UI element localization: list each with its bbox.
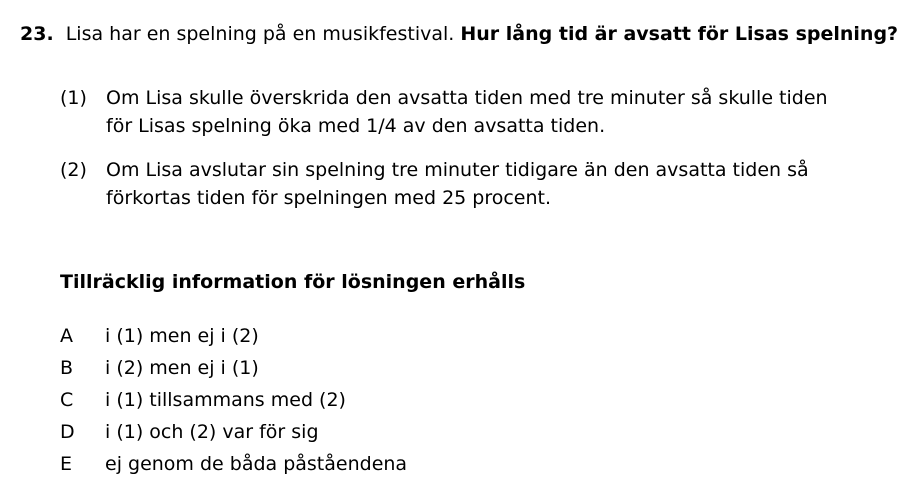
option-e[interactable] [60,450,760,482]
option-a-text: i (1) men ej i (2) [105,325,259,347]
option-c[interactable] [60,386,760,418]
statement-2-text: Om Lisa avslutar sin spelning tre minuter tidigare än den avsatta tiden så förkortas tiden för spelningen med 25 procent. [106,159,809,209]
option-a-letter: A [60,325,73,347]
instruction-heading: Tillräcklig information för lösningen erhålls [60,271,526,293]
statement-2-label: (2) [60,159,87,181]
option-d[interactable] [60,418,760,450]
question-header [20,22,898,46]
statement-1 [60,84,830,140]
option-b[interactable] [60,354,760,386]
answer-options [60,322,760,482]
option-e-letter: E [60,453,73,475]
option-b-text: i (2) men ej i (1) [105,357,259,379]
option-b-letter: B [60,357,74,379]
question-number: 23. [20,23,54,45]
statement-1-label: (1) [60,87,87,109]
statement-2 [60,156,830,212]
option-c-text: i (1) tillsammans med (2) [105,389,346,411]
statement-1-text: Om Lisa skulle överskrida den avsatta tiden med tre minuter så skulle tiden för Lisas spelning öka med 1/4 av den avsatta tiden. [106,87,828,137]
option-d-letter: D [60,421,75,443]
option-d-text: i (1) och (2) var för sig [105,421,319,443]
option-a[interactable] [60,322,760,354]
question-text: Hur lång tid är avsatt för Lisas spelning? [460,23,898,45]
question-intro: Lisa har en spelning på en musikfestival. [65,23,455,45]
option-e-text: ej genom de båda påståendena [105,453,408,475]
option-c-letter: C [60,389,74,411]
